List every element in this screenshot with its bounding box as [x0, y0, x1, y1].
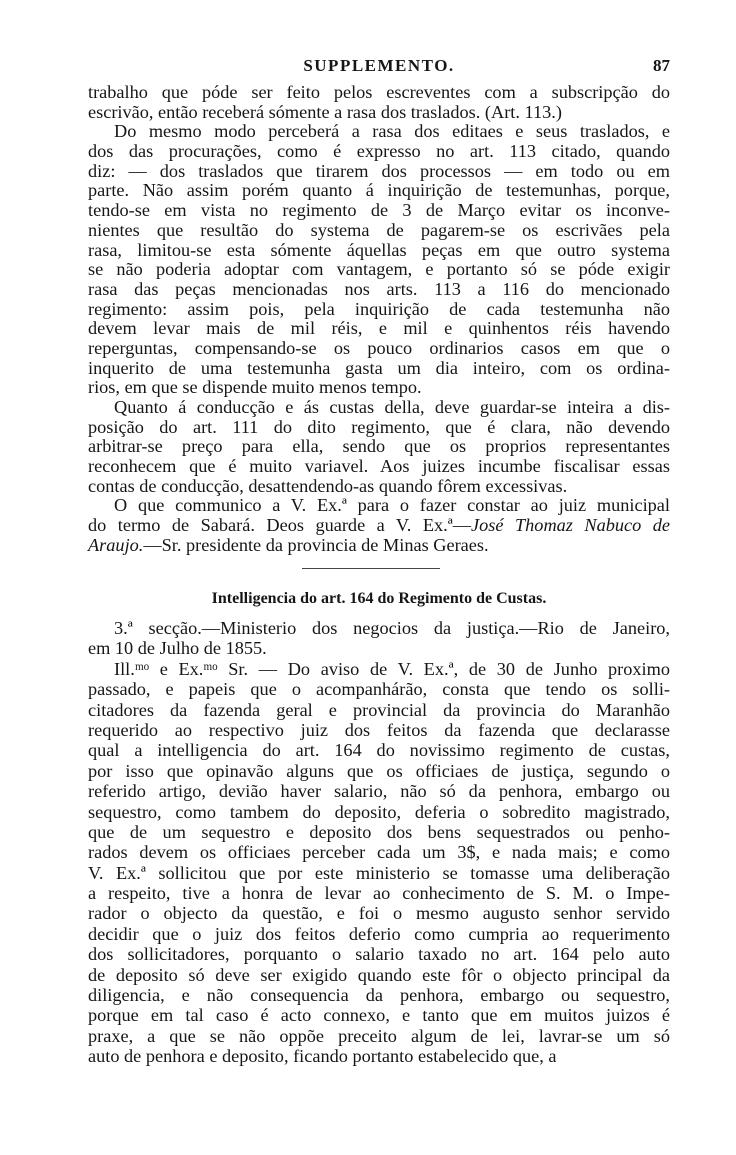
running-title: SUPPLEMENTO.	[303, 56, 455, 75]
paragraph	[88, 618, 670, 659]
paragraph	[88, 398, 670, 496]
text-line: nientes que resultão do systema de pagarem-se os escrivães pela	[88, 219, 670, 240]
text-line: inquerito de uma testemunha gasta um dia inteiro, com os ordina-	[88, 357, 670, 378]
signature-name: Araujo.	[88, 534, 144, 555]
paragraph	[88, 496, 670, 555]
text-line: qual a intelligencia do art. 164 do novissimo regimento de custas,	[88, 740, 670, 761]
text-line: em 10 de Julho de 1855.	[88, 638, 267, 659]
text-line: sequestro, como tambem do deposito, deferia o sobredito magistrado,	[88, 801, 670, 822]
text-line: diligencia, e não consequencia da penhora, embargo ou sequestro,	[88, 985, 670, 1006]
paragraph	[88, 83, 670, 122]
text-line: passado, e papeis que o acompanhárão, consta que tendo os solli-	[88, 679, 670, 700]
text-line: reperguntas, compensando-se os pouco ordinarios casos em que o	[88, 337, 670, 358]
text-line: requerido ao respectivo juiz dos feitos da fazenda que declarasse	[88, 719, 670, 740]
text-line: que de um sequestro e deposito dos bens sequestrados ou penho-	[88, 821, 670, 842]
text-line: 3.ª secção.—Ministerio dos negocios da justiça.—Rio de Janeiro,	[114, 618, 670, 638]
text-line: decidir que o juiz dos feitos deferio como cumpria ao requerimento	[88, 923, 670, 944]
text-line	[88, 536, 670, 556]
text-line: praxe, a que se não oppõe preceito algum de lei, lavrar-se um só	[88, 1025, 670, 1046]
text-line: porque em tal caso é acto connexo, e tanto que em muitos juizos é	[88, 1005, 670, 1026]
text-segment: do termo de Sabará. Deos guarde a V. Ex.ª—	[88, 515, 472, 536]
text-line: regimento: assim pois, pela inquirição de cada testemunha não	[88, 298, 670, 319]
text-line: O que communico a V. Ex.ª para o fazer constar ao juiz municipal	[114, 495, 670, 516]
section-divider	[302, 568, 440, 569]
text-line: por isso que opinavão alguns que os officiaes de justiça, segundo o	[88, 760, 670, 781]
text-line: posição do art. 111 do dito regimento, que é clara, não devendo	[88, 416, 670, 437]
page-header	[88, 56, 670, 78]
text-line: dos sollicitadores, porquanto o salario taxado no art. 164 pelo auto	[88, 944, 670, 965]
section-heading: Intelligencia do art. 164 do Regimento de Custas.	[211, 590, 547, 607]
text-line: parte. Não assim porém quanto á inquirição de testemunhas, porque,	[88, 180, 670, 201]
text-line: rados devem os officiaes perceber cada um 3$, e nada mais; e como	[88, 842, 670, 863]
text-line: referido artigo, devião haver salario, não só da penhora, embargo ou	[88, 781, 670, 802]
text-line: rador o objecto da questão, e foi o mesmo augusto senhor servido	[88, 903, 670, 924]
text-line: escrivão, então receberá sómente a rasa dos traslados. (Art. 113.)	[88, 101, 562, 122]
text-line: tendo-se em vista no regimento de 3 de Março evitar os inconve-	[88, 200, 670, 221]
text-line: V. Ex.ª sollicitou que por este ministerio se tomasse uma deliberação	[88, 862, 670, 883]
text-line: de deposito só deve ser exigido quando este fôr o objecto principal da	[88, 964, 670, 985]
section-supplemento-text	[88, 83, 670, 556]
text-line: se não poderia adoptar com vantagem, e portanto só se póde exigir	[88, 259, 670, 280]
text-line: arbitrar-se preço para ella, sendo que os proprios representantes	[88, 436, 670, 457]
text-line: devem levar mais de mil réis, e mil e quinhentos réis havendo	[88, 318, 670, 339]
text-line: Ill.ᵐᵒ e Ex.ᵐᵒ Sr. — Do aviso de V. Ex.ª, de 30 de Junho proximo	[114, 658, 670, 679]
text-line: rios, em que se dispende muito menos tempo.	[88, 377, 422, 398]
text-line: rasa das peças mencionadas nos arts. 113 a 116 do mencionado	[88, 278, 670, 299]
section-intelligencia-text	[88, 618, 670, 1067]
text-line: citadores da fazenda geral e provincial da provincia do Maranhão	[88, 699, 670, 720]
text-line: dos das procurações, como é expresso no art. 113 citado, quando	[88, 141, 670, 162]
text-line: diz: — dos traslados que tirarem dos processos — em todo ou em	[88, 160, 670, 181]
text-line: reconhecem que é muito variavel. Aos juizes incumbe fiscalisar essas	[88, 456, 670, 477]
signature-name: José Thomaz Nabuco de	[471, 515, 670, 536]
text-line: Quanto á conducção e ás custas della, deve guardar-se inteira a dis-	[114, 397, 670, 417]
paragraph	[88, 659, 670, 1067]
text-line: trabalho que póde ser feito pelos escreventes com a subscripção do	[88, 82, 670, 102]
text-line	[88, 516, 670, 536]
page-number: 87	[653, 56, 670, 75]
text-line: Do mesmo modo perceberá a rasa dos editaes e seus traslados, e	[114, 121, 670, 142]
text-line: auto de penhora e deposito, ficando portanto estabelecido que, a	[88, 1046, 557, 1067]
text-segment: —Sr. presidente da provincia de Minas Geraes.	[143, 534, 489, 555]
text-line: rasa, limitou-se esta sómente áquellas peças em que outro systema	[88, 239, 670, 260]
paragraph	[88, 122, 670, 398]
text-line: a respeito, tive a honra de levar ao conhecimento de S. M. o Impe-	[88, 883, 670, 904]
text-line: contas de conducção, desattendendo-as quando fôrem excessivas.	[88, 475, 568, 496]
